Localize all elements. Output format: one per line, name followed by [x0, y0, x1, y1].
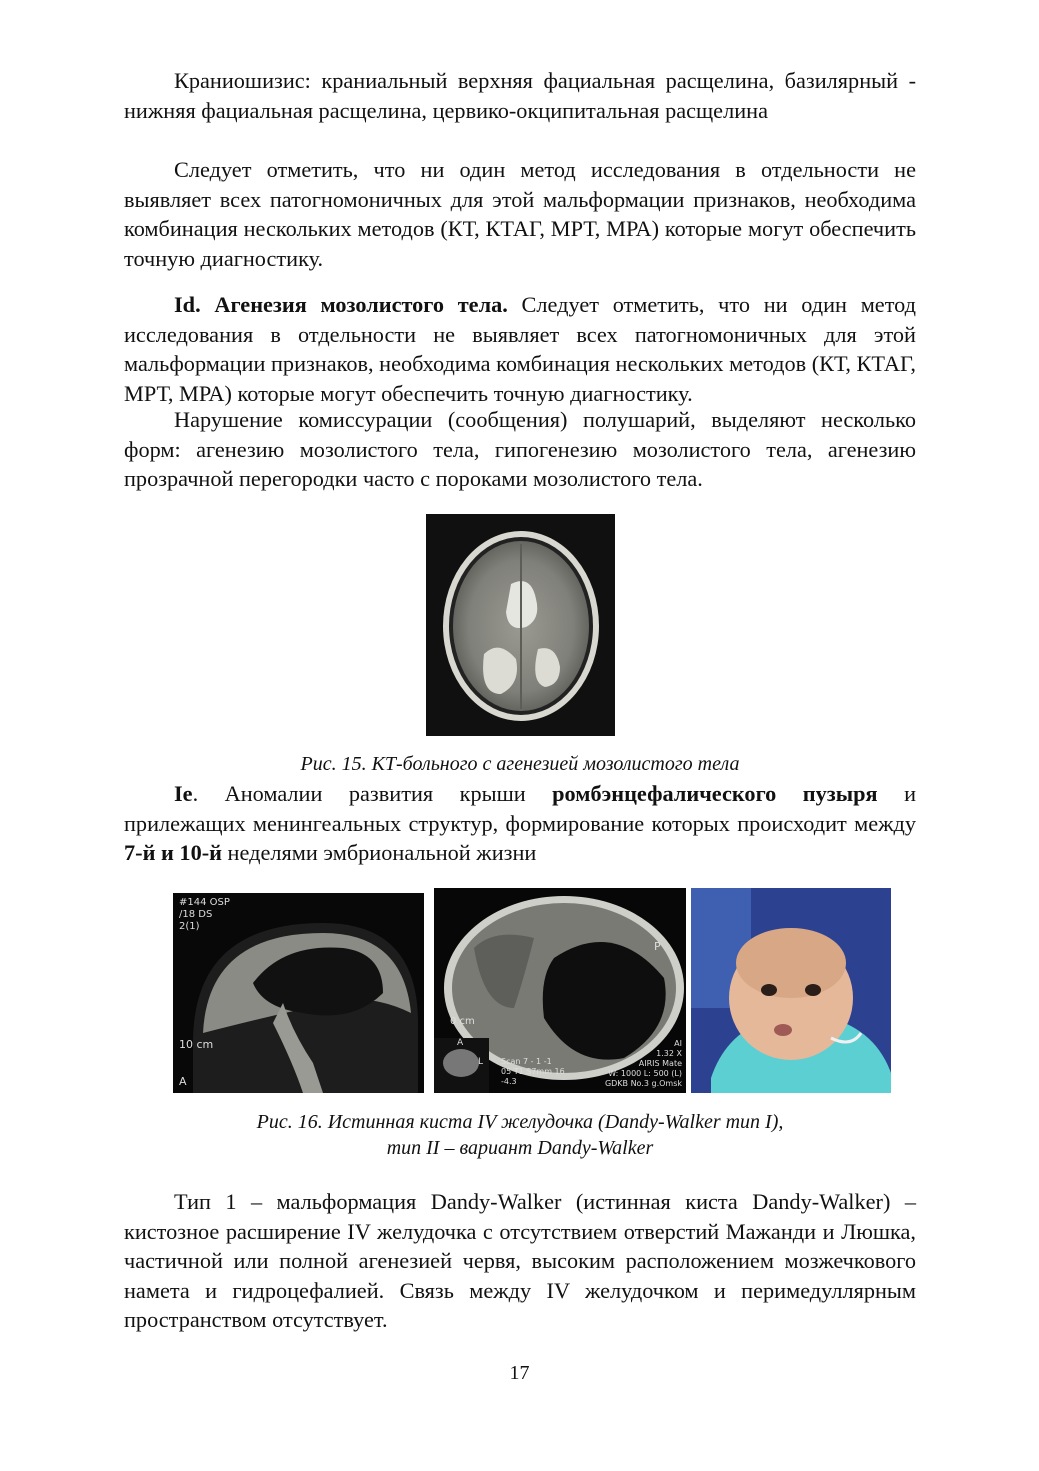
mri2-scan-line-3: -4.3: [501, 1077, 517, 1086]
section-heading-id: Id. Агенезия мозолистого тела.: [174, 292, 508, 317]
mri2-scan-line-1: Scan 7 - 1 -1: [501, 1057, 552, 1066]
mri2-info-4: W: 1000 L: 500 (L): [608, 1069, 682, 1078]
paragraph-dandy-walker-type-1: Тип 1 – мальформация Dandy-Walker (истинная киста Dandy-Walker) – кистозное расширение IV желудочка с отсутствием отверстий Мажанди и Люшка, частичной или полной агенезией червя, высоким расположением мозжечкового намета и гидроцефалией. Связь между IV желудочком и перимедуллярным пространством отсутствует.: [124, 1189, 916, 1332]
figure-15-caption: Рис. 15. КТ-больного с агенезией мозолистого тела: [300, 753, 740, 775]
figure-16-caption-line-2: тип II – вариант Dandy-Walker: [386, 1137, 654, 1159]
mri2-scan-line-2: 05 T1 S7mm 16: [501, 1067, 565, 1076]
mri-sagittal-image-1: [173, 893, 424, 1093]
paragraph-commissuration: Нарушение комиссурации (сообщения) полушарий, выделяют несколько форм: агенезию мозолистого тела, гипогенезию мозолистого тела, агенезию прозрачной перегородки часто с пороками мозолистого тела.: [124, 407, 916, 491]
mri2-info-3: AIRIS Mate: [638, 1059, 682, 1068]
figure-16-caption-line-1: Рис. 16. Истинная киста IV желудочка (Dandy-Walker тип I),: [256, 1111, 784, 1133]
mri2-label-cm: 0 cm: [450, 1016, 475, 1027]
mri1-orientation-label: A: [179, 1075, 187, 1088]
paragraph-text: неделями эмбриональной жизни: [221, 840, 537, 865]
mri-sagittal-image-2: [434, 888, 686, 1093]
mri1-label-2: /18 DS: [179, 909, 213, 920]
bold-term: ромбэнцефалического пузыря: [552, 781, 878, 806]
mri2-info-5: GDKB No.3 g.Omsk: [604, 1079, 682, 1088]
mri1-scale-label: 10 cm: [179, 1038, 214, 1051]
mri2-info-2: 1.32 X: [656, 1049, 682, 1058]
paragraph-text: и прилежащих менингеальных структур, формирование которых происходит между: [124, 781, 916, 836]
bold-weeks: 7-й и 10-й: [124, 840, 222, 865]
mri1-label-1: #144 OSP: [179, 897, 230, 908]
section-heading-ie: Ie: [174, 781, 193, 806]
paragraph-text: . Аномалии развития крыши: [192, 781, 553, 806]
paragraph-cranioschisis: Краниошизис: краниальный верхняя фациальная расщелина, базилярный - нижняя фациальная расщелина, цервико-окципитальная расщелина: [124, 68, 916, 123]
mri2-label-l: L: [478, 1057, 484, 1067]
mri2-label-p: P: [654, 940, 661, 953]
page-number: 17: [509, 1362, 530, 1384]
infant-photo: [691, 888, 891, 1093]
paragraph-corpus-callosum-agenesis: [124, 290, 916, 408]
ct-scan-image: [426, 514, 615, 736]
mri2-info-1: AI: [674, 1039, 682, 1048]
paragraph-text: Следует отметить, что ни один метод исследования в отдельности не выявляет всех патогномоничных для этой мальформации признаков, необходима комбинация нескольких методов (КТ, КТАГ, МРТ, МРА) которые могут обеспечить точную диагностику.: [124, 292, 917, 406]
mri2-label-a: A: [457, 1038, 464, 1048]
mri1-label-3: 2(1): [179, 921, 200, 932]
paragraph-diagnostics-note: Следует отметить, что ни один метод исследования в отдельности не выявляет всех патогномоничных для этой мальформации признаков, необходима комбинация нескольких методов (КТ, КТАГ, МРТ, МРА) которые могут обеспечить точную диагностику.: [124, 157, 916, 271]
paragraph-rhombencephalic-anomalies: [124, 779, 916, 868]
